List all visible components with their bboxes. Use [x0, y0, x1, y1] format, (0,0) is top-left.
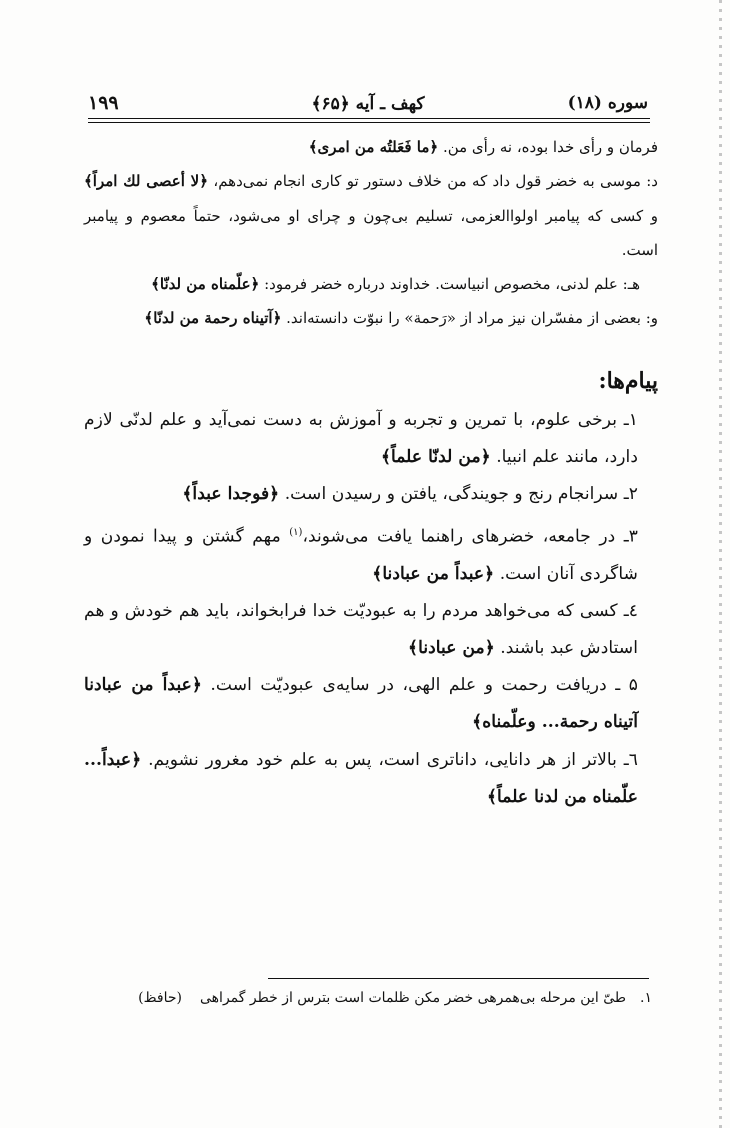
- lessons-heading: پیام‌ها:: [598, 368, 658, 394]
- explanation-notes: [84, 130, 658, 336]
- note-item: د: موسی به خضر قول داد که من خلاف دستور تو کاری انجام نمی‌دهم، ﴿لا أعصی لك امراً﴾ و کسی که پیامبر اولواالعزمی، تسلیم بی‌چون و چرای او می‌شود، حتماً معصوم و پیامبر است.: [84, 172, 658, 259]
- quran-quote: ﴿عبداً من عبادنا﴾: [372, 563, 495, 584]
- footnote-number: ۱.: [640, 990, 652, 1006]
- quran-quote: ﴿من عبادنا﴾: [408, 637, 495, 658]
- footnote-verse: طیّ این مرحله بی‌همرهی خضر مکن ظلمات است بترس از خطر گمراهی: [200, 990, 627, 1006]
- quran-quote: ﴿من لدنّا علماً﴾: [380, 447, 491, 468]
- lesson-item: ۱ـ برخی علوم، با تمرین و تجربه و آموزش به دست نمی‌آید و علم لدنّی لازم دارد، مانند علم انبیا. ﴿من لدنّا علماً﴾: [84, 410, 638, 468]
- lesson-item: ۲ـ سرانجام رنج و جویندگی، یافتن و رسیدن است. ﴿فوجدا عبداً﴾: [182, 484, 638, 505]
- verse-reference: کهف ـ آیه ﴿۶۵﴾: [311, 93, 425, 114]
- footnote: [84, 986, 652, 1010]
- quran-quote: ﴿ما فَعَلتُه من امری﴾: [308, 138, 439, 156]
- quran-quote: ﴿علّمناه من لدنّا﴾: [151, 275, 260, 294]
- surah-title: سوره (۱۸): [567, 93, 648, 113]
- lesson-item: ۵ ـ دریافت رحمت و علم الهی، در سایه‌ی عبودیّت است. ﴿عبداً من عبادنا آتیناه رحمة... وعلّمناه﴾: [84, 675, 638, 733]
- note-item: هـ: علم لدنی، مخصوص انبیاست. خداوند درباره خضر فرمود: ﴿علّمناه من لدنّا﴾: [151, 275, 640, 294]
- page-header: [88, 88, 648, 118]
- page-number: ۱۹۹: [88, 92, 119, 114]
- quran-quote: ﴿لا أعصی لك امراً﴾: [84, 172, 209, 191]
- footnote-marker: (۱): [289, 526, 303, 538]
- lessons-list: [84, 402, 658, 816]
- header-rule-top: [88, 118, 650, 119]
- quran-quote: ﴿عبداً... علّمناه من لدنا علماً﴾: [84, 749, 638, 807]
- lesson-item: ٤ـ کسی که می‌خواهد مردم را به عبودیّت خدا فرابخواند، باید هم خودش و هم استادش عبد باشند. ﴿من عبادنا﴾: [84, 600, 638, 658]
- footnote-separator: [268, 978, 649, 979]
- lesson-item: ٦ـ بالاتر از هر دانایی، داناتری است، پس به علم خود مغرور نشویم. ﴿عبداً... علّمناه من لدنا علماً﴾: [84, 749, 638, 807]
- lesson-item: ۳ـ در جامعه، خضرهای راهنما یافت می‌شوند،$^{(۱)}$ مهم گشتن و پیدا نمودن و شاگردی آنان است. ﴿عبداً من عبادنا﴾: [84, 526, 638, 584]
- quran-quote: ﴿آتیناه رحمة من لدنّا﴾: [144, 309, 282, 328]
- quran-quote: ﴿فوجدا عبداً﴾: [182, 484, 280, 505]
- footnote-author: (حافظ): [138, 990, 182, 1006]
- note-line: فرمان و رأی خدا بوده، نه رأی من. ﴿ما فَعَلتُه من امری﴾: [308, 138, 658, 156]
- header-rule-bottom: [88, 122, 650, 123]
- quran-quote: ﴿عبداً من عبادنا آتیناه رحمة... وعلّمناه﴾: [84, 675, 638, 733]
- note-item: و: بعضی از مفسّران نیز مراد از «رَحمة» را نبوّت دانسته‌اند. ﴿آتیناه رحمة من لدنّا﴾: [144, 309, 658, 328]
